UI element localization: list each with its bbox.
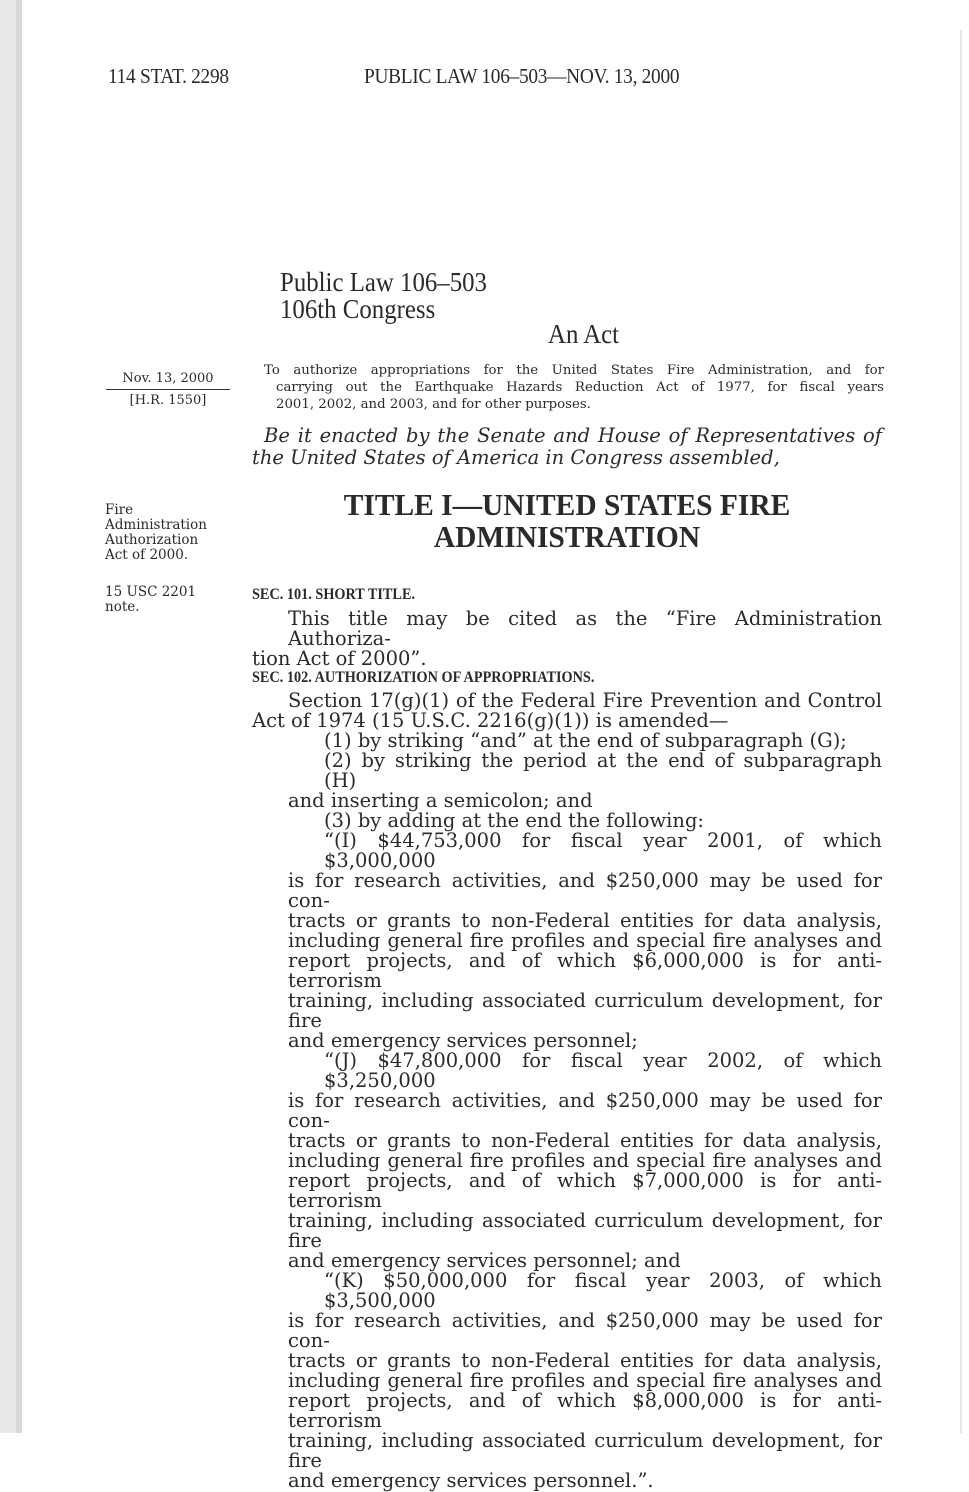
act-purpose	[264, 362, 884, 413]
body-line: and emergency services personnel;	[288, 1029, 638, 1052]
body-line: including general fire profiles and special fire analyses and	[288, 929, 882, 952]
body-line: and emergency services personnel.”.	[288, 1469, 654, 1492]
section-101-body	[252, 609, 882, 669]
quoted-subparagraph-j	[288, 1051, 882, 1271]
scan-left-edge-shadow	[16, 0, 22, 1433]
margin-bill-number: [H.R. 1550]	[129, 393, 207, 408]
title-heading	[268, 489, 867, 553]
body-line: training, including associated curriculum development, for fire	[288, 1429, 882, 1472]
title-heading-line: ADMINISTRATION	[433, 519, 701, 554]
body-line: report projects, and of which $8,000,000 is for anti-terrorism	[288, 1389, 882, 1432]
margin-divider	[106, 389, 230, 390]
purpose-line: carrying out the Earthquake Hazards Reduction Act of 1977, for fiscal years	[276, 380, 884, 395]
body-line: “(I) $44,753,000 for fiscal year 2001, of which $3,000,000	[324, 829, 882, 872]
section-102-body	[252, 691, 882, 1491]
margin-note-line: 15 USC 2201	[105, 584, 197, 600]
title-heading-line: TITLE I—UNITED STATES FIRE	[343, 487, 791, 522]
body-line: (2) by striking the period at the end of subparagraph (H)	[324, 749, 882, 792]
an-act-heading: An Act	[548, 319, 620, 349]
body-line: is for research activities, and $250,000 may be used for con-	[288, 1309, 882, 1352]
scan-right-edge	[960, 30, 962, 1433]
body-line: report projects, and of which $6,000,000 is for anti-terrorism	[288, 949, 882, 992]
enacting-clause	[252, 425, 882, 469]
body-line: Act of 1974 (15 U.S.C. 2216(g)(1)) is amended—	[252, 709, 729, 732]
running-title: PUBLIC LAW 106–503—NOV. 13, 2000	[364, 64, 680, 88]
page-number: 114 STAT. 2298	[108, 64, 229, 88]
body-line: “(K) $50,000,000 for fiscal year 2003, of which $3,500,000	[324, 1269, 882, 1312]
body-line: This title may be cited as the “Fire Administration Authoriza-	[288, 607, 882, 650]
enacting-line: the United States of America in Congress assembled,	[252, 446, 780, 469]
enacting-line: Be it enacted by the Senate and House of Representatives of	[264, 424, 882, 447]
margin-note-line: Authorization	[105, 532, 199, 548]
congress-label: 106th Congress	[280, 294, 436, 324]
body-line: is for research activities, and $250,000 may be used for con-	[288, 869, 882, 912]
body-line: (1) by striking “and” at the end of subparagraph (G);	[324, 729, 847, 752]
amendment-item-1	[288, 731, 882, 751]
body-line: tracts or grants to non-Federal entities for data analysis,	[288, 1129, 882, 1152]
margin-note-short-title	[105, 503, 235, 563]
margin-note-usc	[105, 585, 235, 615]
body-line: including general fire profiles and special fire analyses and	[288, 1369, 882, 1392]
scan-left-edge	[0, 0, 22, 1433]
section-102-heading: SEC. 102. AUTHORIZATION OF APPROPRIATIONS.	[252, 669, 595, 686]
body-line: training, including associated curriculum development, for fire	[288, 1209, 882, 1252]
quoted-subparagraph-i	[288, 831, 882, 1051]
body-line: including general fire profiles and special fire analyses and	[288, 1149, 882, 1172]
amendment-item-3	[288, 811, 882, 831]
body-line: report projects, and of which $7,000,000 is for anti-terrorism	[288, 1169, 882, 1212]
body-line: tracts or grants to non-Federal entities for data analysis,	[288, 1349, 882, 1372]
margin-note-line: Fire	[105, 502, 134, 518]
margin-note-line: Act of 2000.	[105, 547, 189, 563]
purpose-line: To authorize appropriations for the United States Fire Administration, and for	[264, 363, 884, 378]
body-line: training, including associated curriculum development, for fire	[288, 989, 882, 1032]
body-line: Section 17(g)(1) of the Federal Fire Prevention and Control	[288, 689, 882, 712]
body-line: is for research activities, and $250,000 may be used for con-	[288, 1089, 882, 1132]
body-line: (3) by adding at the end the following:	[324, 809, 705, 832]
section-101-heading: SEC. 101. SHORT TITLE.	[252, 586, 416, 603]
amendment-item-2	[288, 751, 882, 811]
quoted-subparagraph-k	[288, 1271, 882, 1491]
public-law-number: Public Law 106–503	[280, 267, 487, 297]
body-line: “(J) $47,800,000 for fiscal year 2002, of which $3,250,000	[324, 1049, 882, 1092]
body-line: and inserting a semicolon; and	[288, 789, 593, 812]
margin-date: Nov. 13, 2000	[122, 371, 214, 386]
margin-note-line: note.	[105, 599, 140, 615]
body-line: tracts or grants to non-Federal entities for data analysis,	[288, 909, 882, 932]
purpose-line: 2001, 2002, and 2003, and for other purposes.	[276, 397, 591, 412]
body-line: and emergency services personnel; and	[288, 1249, 681, 1272]
margin-note-line: Administration	[105, 517, 207, 533]
body-line: tion Act of 2000”.	[252, 647, 427, 670]
